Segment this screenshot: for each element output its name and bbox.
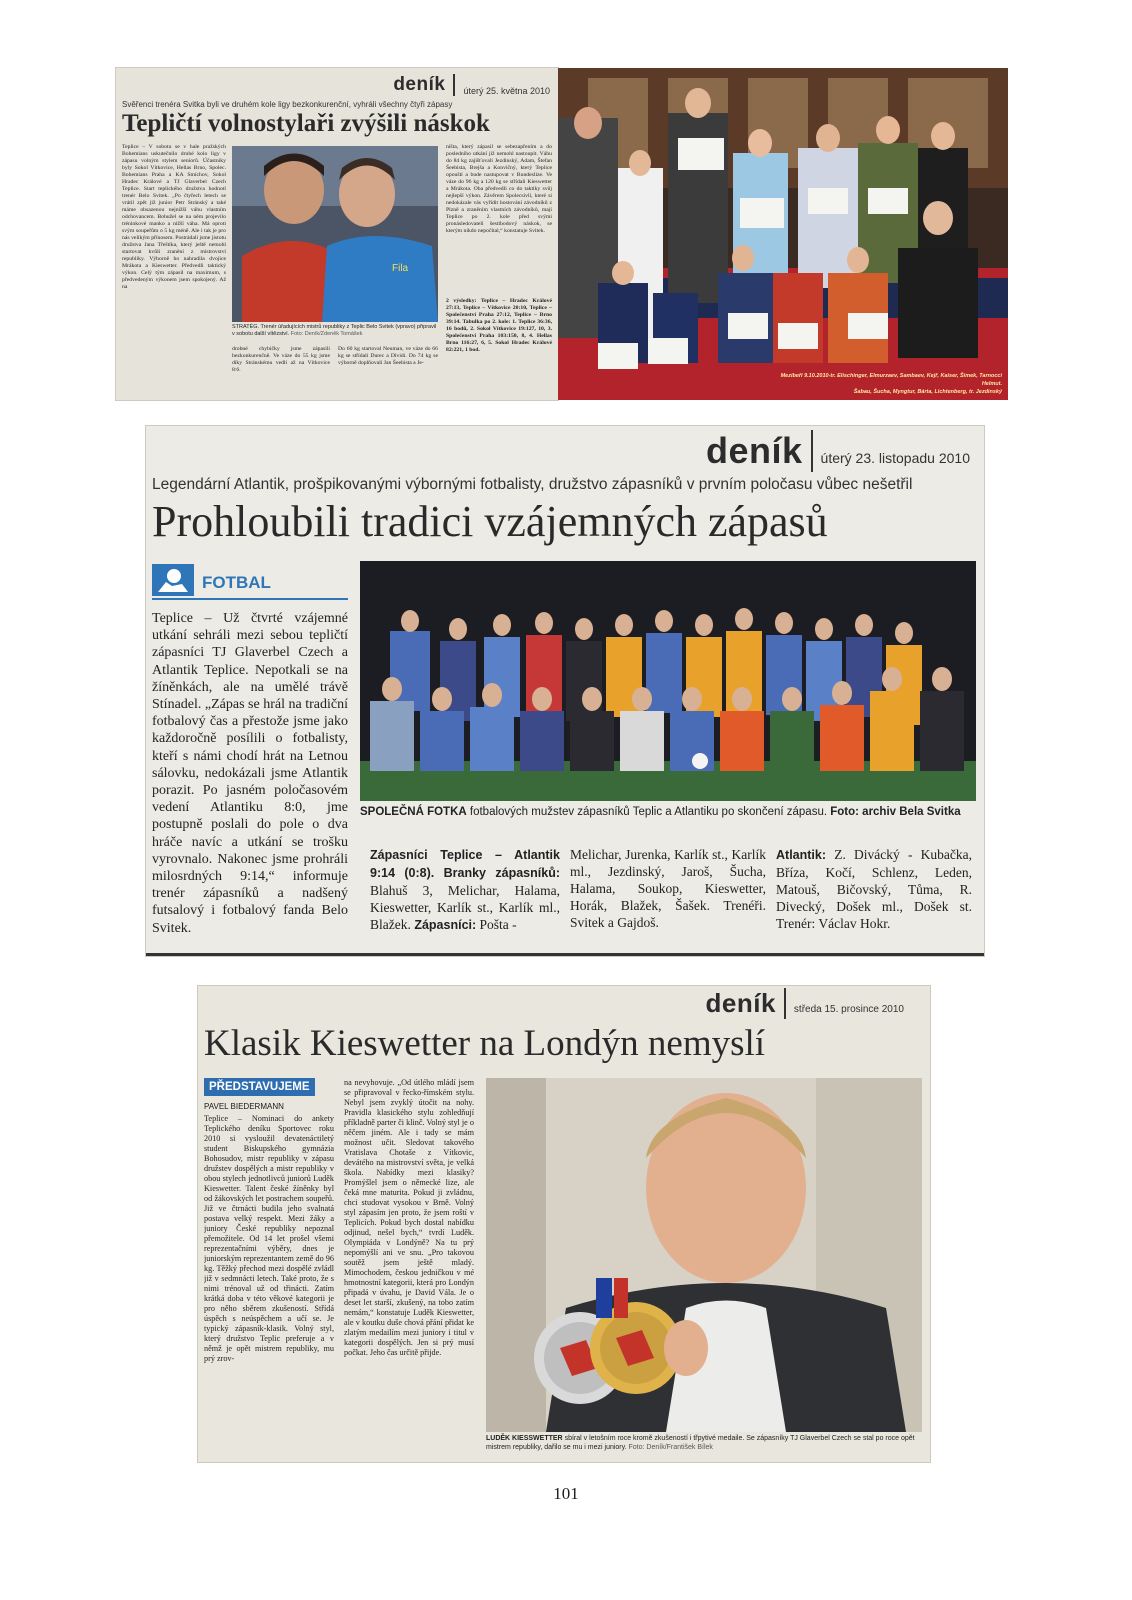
- masthead: [706, 430, 970, 472]
- photo-caption-text: sbíral v letošním roce kromě zkušeností i třpytivé medaile. Se zápasníky TJ Glaverbel Czech se stal po roce opět mistrem republiky, dařilo se mu i mezi juniory.: [486, 1435, 915, 1451]
- subheadline: Legendární Atlantik, prošpikovanými výbornými fotbalisty, družstvo zápasníků v prvním poločasu vůbec nešetřil: [152, 476, 913, 493]
- masthead: [706, 988, 905, 1019]
- results-lead: Zápasníci:: [410, 918, 477, 932]
- results-text: Z. Divácký - Kubačka, Bříza, Kočí, Schlenz, Leden, Matouš, Bičovský, Tůma, R. Divecký, Došek ml., Došek st. Trenér: Václav Hokr.: [776, 847, 972, 931]
- results-column: [370, 846, 560, 946]
- issue-date: úterý 25. května 2010: [463, 86, 550, 96]
- issue-date: středa 15. prosince 2010: [793, 1004, 904, 1015]
- article-column: Do 60 kg startoval Neuman, ve váze do 66 kg se střídali Durec a Dividi. Do 74 kg se výborně doplňovali Jan Šeebista a Je-: [338, 346, 438, 366]
- section-label: FOTBAL: [202, 573, 271, 592]
- divider: [453, 74, 455, 96]
- coach-photo: [232, 146, 438, 322]
- team-photo: [558, 68, 1008, 400]
- headline: Tepličtí volnostylaři zvýšili náskok: [122, 110, 490, 137]
- article-column: Teplice – V sobotu se v hale pražských Bohemians uskutečnilo druhé kolo ligy v zápasu volným stylem seniorů. Účastníky byly Sokol Vítkovice, Hellas Brno, Spolec. Bohemians Praha a KA Smíchov, Sokol Hradec Králové a TJ Glaverbel Czech Teplice. Start teplického družstva hodnotí trenér Belo Svitek. „Po čtyřech letech se vrátil zpět již junior Petr Stránský a také máme obsazenou nejnižší váhu vlastním odchovancem. Bohužel se na něm projevilo tréninkové manko a nižší váha. Má oproti svým soupeřům o 5 kg méně. Ale i tak je pro nás velikým přínosem. Postrádali jsme jistotu družstva Jana Třeštíka, který ještě nemohl startovat kvůli zranění z mistrovství republiky. Výborně ho nahradila dvojice Mrákota a Kieswetter. Předvedli taktický výkon. Celý tým zápasil na maximum, s předvedeným výkonem jsem spokojený. Až na: [122, 144, 226, 290]
- results-lead: Zápasníci Teplice – Atlantik 9:14 (0:8). Branky zápasníků:: [370, 848, 560, 880]
- athlete-photo: [486, 1078, 922, 1432]
- section-tag: PŘEDSTAVUJEME: [204, 1078, 315, 1096]
- team-photo: [360, 561, 976, 801]
- football-icon: [152, 564, 194, 596]
- photo-credit: Foto: Deník/Zdeněk Tomášek: [290, 331, 363, 337]
- results-text: Blahuš 3, Melichar, Halama, Kieswetter, Karlík st., Karlík ml., Blažek.: [370, 883, 560, 932]
- section-tag: [152, 564, 348, 600]
- results-box: 2 výsledky: Teplice – Hradec Králové 27:13, Teplice – Vítkovice 20:10, Teplice – Společenství Praha 27:12, Teplice – Brno 39:14. Tabulka po 2. kole: 1. Teplice 36:36, 16 bodů, 2. Sokol Vítkovice 19:127, 10, 3. Společenství Praha 103:150, 8, 4. Hellas Brno 116:27, 6, 5. Sokol Hradec Králové 82:221, 1 bod.: [446, 298, 552, 353]
- article-column: Teplice – Nominaci do ankety Teplického deníku Sportovec roku 2010 si vysloužil devatenáctiletý student Biskupského gymnázia Bohosudov, mistr republiky v zápasu družstev dospělých a mistr republiky v obou stylech jednotlivců juniorů Luděk Kieswetter. Talent české žíněnky byl od žákovských let postrachem soupeřů. Již ve čtrnácti budila jeho svalnatá postava velký respekt. Mezi žáky a juniory České republiky nepoznal přemožitele. Od 14 let prošel všemi reprezentačními výběry, dnes je juniorským reprezentantem země do 96 kg. Těžký přechod mezi dospělé zvládl již v sedmnácti letech. Také proto, že s nimi trénoval už od třinácti. Zatím krátká doba v této věkové kategorii je pro něho sběrem zkušeností. Střídá úspěch s neúspěchem a učí se. Je typický zápasník-klasik. Volný styl, který družstvo Teplic preferuje a v němž je opět mistrem republiky, mu prý zrov-: [204, 1114, 334, 1363]
- coach-photo-image: [232, 146, 438, 322]
- brand-logo: deník: [705, 988, 776, 1018]
- clipping-3: [198, 986, 930, 1462]
- team-photo-caption-line: Mezibeří 9.10.2010-tr. Elischinger, Elmurzaev, Sambaev, Kejř, Kaiser, Šimek, Tarnocci: [780, 373, 1002, 379]
- photo-credit: Foto: Deník/František Bílek: [626, 1444, 713, 1451]
- article-column: na nevyhovuje. „Od útlého mládí jsem se připravoval v řecko-římském stylu. Nebyl jsem zvyklý útočit na nohy. Pravidla klasického stylu zohledňují příkladně parter či klinč. Volný styl je o něčem jiném. Ale i tady se mám možnost učit. Sledovat takového Vratislava Chotaše z Vítkovic, devátého na mistrovství světa, je velká škola. Nabídky mezi klasiky? Promýšlel jsem o německé lize, ale čeká mne maturita. Pokud ji zvládnu, chci studovat vysokou v Brně. Volný styl zápasím jen proto, že jsem roští v Teplicích. Pokud bych dostal nabídku odjinud, nešel bych,“ tvrdí Luděk. Olympiáda v Londýně? Na tu prý nepomýšlí ani ve snu. „Pro takovou soutěž jsem ještě mladý. Mimochodem, českou jedničkou v mé hmotnostní kategorii, která pro Londýn připadá v úvahu, je David Vála. Je o deset let starší, zkušený, na tobo zatím nemám,“ konstatuje Luděk Kieswetter, ale v koutku duše chová přání přidat ke zlatým medailím mezi juniory i titul v kategorii dospělých. Jen si prý musí počkat. Jeho čas určitě přijde.: [344, 1078, 474, 1357]
- photo-caption-lead: LUDĚK KIESSWETTER: [486, 1435, 563, 1442]
- author: PAVEL BIEDERMANN: [204, 1102, 284, 1111]
- brand-logo: deník: [393, 74, 446, 95]
- photo-caption: [486, 1434, 922, 1452]
- brand-logo: deník: [706, 430, 803, 471]
- article-column: Teplice – Už čtvrté vzájemné utkání sehráli mezi sebou tepličtí zápasníci TJ Glaverbel Czech a Atlantik Teplice. Nepotkali se na žíněnkách, ale na umělé trávě Stínadel. „Zápas se hrál na tradiční fotbalový čas a přestože jsme jako každoročně posílili o fotbalisty, kteří s námi chodí hrát na Letnou sálovku, nedokázali jsme Atlantik porazit. Po jasném poločasovém vedení Atlantiku 8:0, jme postupně poslali do pole o dva hráče navíc a utkání se trošku vyrovnalo. Nakonec jsme prohráli milosrdných 9:14,“ informuje trenér zápasníků a nadšený futsalový i fotbalový fanda Belo Svitek.: [152, 611, 348, 936]
- results-column: Melichar, Jurenka, Karlík st., Karlík ml., Jezdinský, Jaroš, Šucha, Halama, Soukop, Kieswetter, Horák, Blažek, Šašek. Trenéři. Svitek a Gajdoš.: [570, 847, 766, 930]
- team-photo-caption-line: Šabau, Šucha, Myngtur, Bárta, Lichtenberg, tr. Jezdinský: [853, 389, 1002, 395]
- divider: [811, 430, 813, 472]
- issue-date: úterý 23. listopadu 2010: [820, 450, 970, 466]
- team-photo-image: [360, 561, 976, 801]
- photo-caption-lead: SPOLEČNÁ FOTKA: [360, 806, 467, 818]
- photo-caption: [360, 806, 980, 818]
- clipping-1: [116, 68, 558, 400]
- headline: Klasik Kieswetter na Londýn nemyslí: [204, 1023, 766, 1064]
- team-photo-image: [558, 68, 1008, 400]
- clipping-2: [146, 426, 984, 956]
- photo-caption-text: fotbalových mužstev zápasníků Teplic a Atlantiku po skončení zápasu.: [466, 806, 828, 818]
- page-number: 101: [553, 1484, 579, 1503]
- photo-caption: [232, 324, 438, 338]
- photo-caption-text: STRATÉG. Trenér úřadujících mistrů republiky z Teplic Belo Svitek (vpravo) připravil v sobotu další vítězství.: [232, 324, 437, 337]
- divider: [784, 988, 786, 1019]
- headline: Prohloubili tradici vzájemných zápasů: [152, 497, 828, 546]
- subheadline: Svěřenci trenéra Svitka byli ve druhém kole ligy bezkonkurenční, vyhráli všechny čtyři zápasy: [122, 100, 453, 109]
- results-text: Pošta -: [476, 917, 517, 932]
- results-column: [776, 846, 972, 946]
- team-photo-caption: [558, 372, 1002, 396]
- article-column: ništa, který zápasil se sebezapřením a do posledního utkání již nemohl nastoupit. Váhu do 84 kg zajišťovali Jezdinský, Adam, Štefan Šeebista, Brejša a Konvičný, který Teplice opouští a bude nastupovat v Bundeslize. Ve váze do 96 kg a 120 kg se střídali Kieswetter a Mrákota. Oba předvedli co do taktiky svůj nejlepší výkon. Závěrem Spolecsivlí, které si nedokázale vás vyřídit hostování závodníků z Plzně a zraněním vlastních závodníků, mají Teplice po 2. kole před svými pronásledovateli šestibodový náskok, se kterým nikdo nepočítal,“ konstatuje Svitek.: [446, 144, 552, 234]
- team-photo-caption-line: Helmut.: [981, 381, 1002, 387]
- shirt-logo: Fila: [392, 263, 409, 274]
- photo-credit: Foto: archiv Bela Svitka: [827, 806, 961, 818]
- bottom-rule: [146, 953, 984, 956]
- masthead: [393, 74, 550, 96]
- results-lead: Atlantik:: [776, 848, 826, 862]
- article-column: drobné chybičky jsme zápasili bezkonkurenčně. Ve váze do 55 kg jsme díky Stránskému vedli až na Vítkovice 8:6.: [232, 346, 330, 373]
- athlete-photo-image: [486, 1078, 922, 1432]
